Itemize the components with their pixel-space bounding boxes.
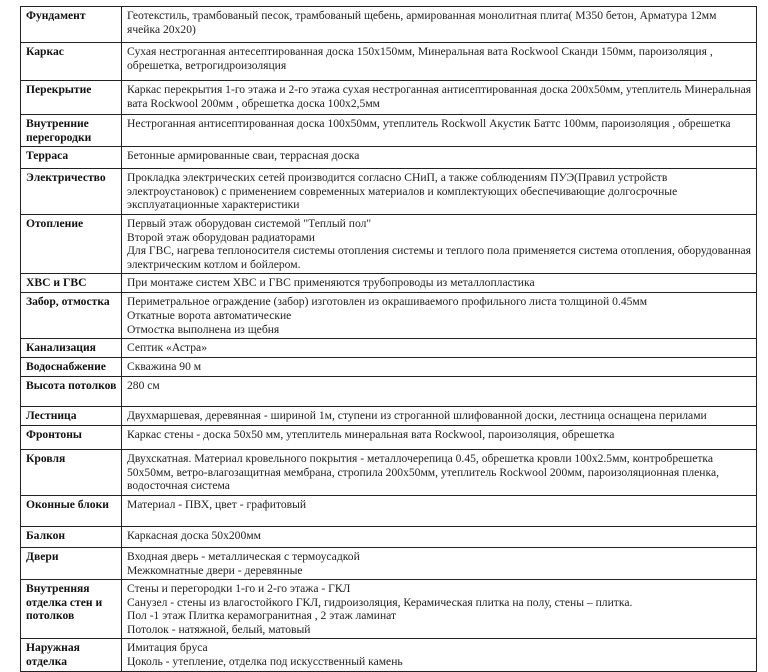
row-value (122, 274, 757, 293)
row-value (122, 526, 757, 547)
value-line: Межкомнатные двери - деревянные (127, 563, 303, 577)
row-label: Перекрытие (21, 81, 122, 115)
row-label: Лестница (21, 407, 122, 426)
table-row (21, 407, 757, 426)
row-label: Фронтоны (21, 426, 122, 450)
value-line: Имитация бруса (127, 641, 208, 655)
table-row (21, 547, 757, 579)
table-row (21, 526, 757, 547)
value-line: Двухскатная. Материал кровельного покрытия - металлочерепица 0.45, обрешетка кровли 100х2.5мм, контробрешетка 50х50мм, ветро-влагозащитная мембрана, стропила 200х50мм, утеплитель Rockwool 200мм, пароизоляционная пленка, водосточная система (127, 452, 719, 493)
table-row (21, 214, 757, 273)
table-row (21, 7, 757, 43)
row-label: Оконные блоки (21, 495, 122, 526)
row-value (122, 407, 757, 426)
table-row (21, 580, 757, 639)
row-label: Фундамент (21, 7, 122, 43)
row-label: Канализация (21, 339, 122, 358)
value-line: Откатные ворота автоматические (127, 308, 292, 322)
row-label: Внутренняя отделка стен и потолков (21, 580, 122, 639)
value-line: Материал - ПВХ, цвет - графитовый (127, 497, 307, 511)
value-line: Второй этаж оборудован радиаторами (127, 230, 315, 244)
row-label: Водоснабжение (21, 358, 122, 377)
row-value (122, 358, 757, 377)
row-label: Отопление (21, 214, 122, 273)
row-label: Балкон (21, 526, 122, 547)
value-line: Каркас стены - доска 50х50 мм, утеплитель минеральная вата Rockwool, пароизоляция, обрешетка (127, 428, 615, 442)
row-label: Каркас (21, 43, 122, 81)
specification-table (20, 6, 757, 672)
value-line: Каркас перекрытия 1-го этажа и 2-го этажа сухая нестроганная антисептированная доска 200х50мм, утеплитель Минеральная вата Rockwool 200мм , обрешетка доска 100х2,5мм (127, 83, 752, 110)
table-row (21, 293, 757, 339)
row-value (122, 147, 757, 169)
value-line: Отмостка выполнена из щебня (127, 322, 280, 336)
row-label: Кровля (21, 450, 122, 496)
table-row (21, 377, 757, 407)
row-label: Внутренние перегородки (21, 115, 122, 147)
row-value (122, 7, 757, 43)
row-value (122, 43, 757, 81)
row-label: Высота потолков (21, 377, 122, 407)
row-label: Двери (21, 547, 122, 579)
table-row (21, 169, 757, 215)
value-line: Скважина 90 м (127, 360, 202, 374)
table-row (21, 81, 757, 115)
value-line: Нестроганная антисептированная доска 100х50мм, утеплитель Rockwoll Акустик Баттс 100мм, пароизоляция , обрешетка (127, 117, 731, 130)
table-row (21, 339, 757, 358)
table-row (21, 274, 757, 293)
row-value (122, 426, 757, 450)
value-line: Цоколь - утепление, отделка под искусственный камень (127, 655, 403, 669)
row-value (122, 169, 757, 215)
value-line: 280 см (127, 379, 160, 393)
table-row (21, 147, 757, 169)
row-label: ХВС и ГВС (21, 274, 122, 293)
value-line: Пол -1 этаж Плитка керамогранитная , 2 этаж ламинат (127, 609, 397, 623)
value-line: Двухмаршевая, деревянная - шириной 1м, ступени из строганной шлифованной доски, лестница оснащена перилами (127, 409, 707, 423)
row-value (122, 495, 757, 526)
value-line: Для ГВС, нагрева теплоносителя системы отопления системы и теплого пола применяется система отопления, оборудованная электрическим котлом и бойлером. (127, 244, 751, 271)
value-line: При монтаже систем ХВС и ГВС применяются трубопроводы из металлопластика (127, 276, 535, 290)
value-line: Потолок - натяжной, белый, матовый (127, 622, 311, 636)
row-label: Электричество (21, 169, 122, 215)
value-line: Стены и перегородки 1-го и 2-го этажа - ГКЛ (127, 582, 351, 596)
value-line: Геотекстиль, трамбованый песок, трамбованый щебень, армированная монолитная плита( М350 бетон, Арматура 12мм ячейка 20х20) (127, 9, 717, 36)
table-row (21, 43, 757, 81)
row-value (122, 293, 757, 339)
row-label: Терраса (21, 147, 122, 169)
value-line: Входная дверь - металлическая с термоусадкой (127, 549, 360, 563)
value-line: Бетонные армированные сваи, террасная доска (127, 149, 360, 163)
row-value (122, 214, 757, 273)
value-line: Прокладка электрических сетей производится согласно СНиП, а также соблюдениям ПУЭ(Правил устройств электроустановок) с применением современных материалов и комплектующих обеспечивающие долгосрочные эксплуатационные характеристики (127, 171, 678, 212)
row-value (122, 81, 757, 115)
value-line: Первый этаж оборудован системой "Теплый пол" (127, 216, 372, 230)
row-value (122, 377, 757, 407)
table-row (21, 426, 757, 450)
value-line: Периметральное ограждение (забор) изготовлен из окрашиваемого профильного листа толщиной 0.45мм (127, 295, 648, 309)
row-label: Наружная отделка (21, 639, 122, 671)
value-line: Каркасная доска 50х200мм (127, 528, 261, 542)
value-line: Септик «Астра» (127, 341, 208, 355)
row-value (122, 580, 757, 639)
specification-table-body (21, 7, 757, 672)
row-value (122, 339, 757, 358)
table-row (21, 639, 757, 671)
table-row (21, 115, 757, 147)
table-row (21, 358, 757, 377)
row-value (122, 639, 757, 671)
row-label: Забор, отмостка (21, 293, 122, 339)
row-value (122, 115, 757, 147)
row-value (122, 547, 757, 579)
value-line: Санузел - стены из влагостойкого ГКЛ, гидроизоляция, Керамическая плитка на полу, стены – плитка. (127, 595, 633, 609)
value-line: Сухая нестроганная антесептированная доска 150х150мм, Минеральная вата Rockwool Сканди 150мм, пароизоляция , обрешетка, ветрогидроизоляция (127, 45, 713, 72)
table-row (21, 450, 757, 496)
row-value (122, 450, 757, 496)
table-row (21, 495, 757, 526)
